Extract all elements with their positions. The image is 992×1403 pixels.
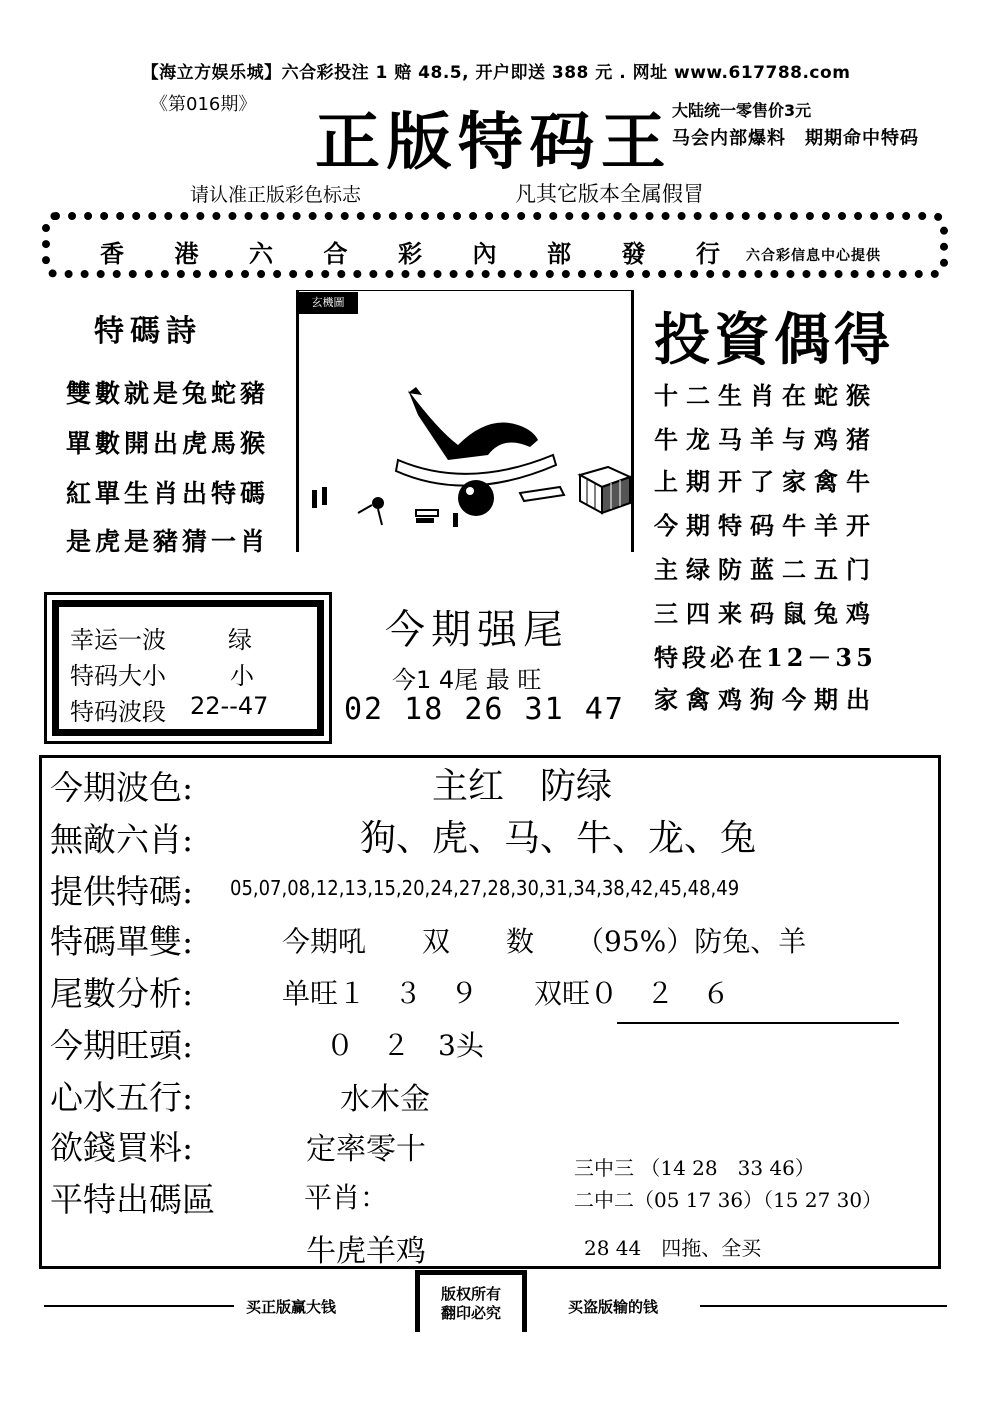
issue-number: 《第016期》 [150,94,257,115]
lucky-wave-label: 幸运一波 [70,626,166,654]
banner-char: 內 [472,239,497,268]
combo-three: 三中三 （14 28 33 46） [574,1156,815,1180]
promo-line: 【海立方娱乐城】六合彩投注 1 赔 48.5, 开户即送 388 元 . 网址 www.617788.com [141,63,851,83]
flat-zodiac-value: 牛虎羊鸡 [306,1234,426,1269]
banner-char: 合 [323,239,348,268]
tail-analysis-value: 单旺１ ３ ９ 双旺０ ２ ６ [282,977,731,1010]
invest-line: 主绿防蓝二五门 [654,555,878,584]
special-range-value: 22--47 [190,692,269,720]
toy-piece-icon [520,487,564,501]
counterfeit-notice: 凡其它版本全属假冒 [515,182,704,206]
invest-line: 今期特码牛羊开 [654,511,878,540]
special-range-label: 特码波段 [70,698,166,726]
toy-piece-icon [416,510,438,516]
odd-even-value: 今期吼 双 数 （95%）防兔、羊 [282,925,807,958]
banner-char: 六 [249,239,273,268]
banner-char: 香 [100,239,124,268]
divider [617,1022,899,1024]
five-elements-value: 水木金 [340,1082,430,1117]
wave-color-value: 主红 防绿 [432,766,613,807]
riddle-picture [298,315,632,551]
hot-head-label: 今期旺頭: [50,1026,194,1065]
rattle-icon [372,497,384,509]
invest-title: 投資偶得 [654,307,894,373]
footer-line-left [44,1305,234,1307]
banner-char: 港 [174,239,199,268]
special-numbers-value: 05,07,08,12,13,15,20,24,27,28,30,31,34,38,42,45,48,49 [230,876,740,900]
poem-line: 紅單生肖出特碼 [66,479,270,508]
hot-head-value: ０ ２ 3头 [326,1029,484,1062]
banner-char: 部 [547,239,571,268]
authentic-notice: 请认准正版彩色标志 [190,184,362,206]
banner-char: 發 [621,239,646,268]
footer-line-right [700,1305,947,1307]
strong-tail-title: 今期强尾 [385,607,569,653]
combo-two: 二中二（05 17 36）（15 27 30） [574,1188,883,1212]
banner-title [100,234,720,269]
insider-note: 马会内部爆料 期期命中特码 [672,128,919,149]
invest-line: 上期开了家禽牛 [654,467,878,496]
poem-line: 雙數就是兔蛇豬 [66,379,270,408]
combo-drag: 28 44 四拖、全买 [584,1236,762,1260]
tail-analysis-label: 尾數分析: [50,974,194,1013]
buy-info-value: 定率零十 [306,1132,426,1167]
strong-tail-sub: 今1 4尾 最 旺 [392,666,542,694]
invest-line: 牛龙马羊与鸡猪 [654,425,878,454]
riddle-picture-tag: 玄機圖 [298,292,358,314]
poem-line: 單數開出虎馬猴 [66,429,270,458]
footer-left-text: 买正版赢大钱 [246,1298,337,1316]
price-note: 大陆统一零售价3元 [672,101,812,120]
special-numbers-label: 提供特碼: [50,872,194,911]
wave-color-label: 今期波色: [50,768,194,807]
invest-line: 三四来码鼠兔鸡 [654,599,878,628]
flat-zodiac-label: 平肖： [304,1181,389,1214]
special-size-label: 特码大小 [70,662,166,690]
six-zodiac-label: 無敵六肖: [50,820,194,859]
invest-line: 十二生肖在蛇猴 [654,381,878,410]
odd-even-label: 特碼單雙: [50,922,194,961]
poem-line: 是虎是豬猜一肖 [66,527,270,556]
copyright-line: 版权所有 [440,1285,501,1303]
strong-tail-numbers: 02 18 26 31 47 [344,692,625,727]
footer-right-text: 买盗版输的钱 [568,1298,659,1316]
invest-line: 家禽鸡狗今期出 [654,685,878,714]
banner-char: 彩 [398,239,422,268]
banner-char: 行 [696,239,720,268]
special-size-value: 小 [230,662,254,690]
copyright-line: 翻印必究 [440,1304,501,1322]
five-elements-label: 心水五行: [50,1078,194,1117]
toy-piece-icon [312,490,317,508]
flat-special-label: 平特出碼區 [50,1180,215,1219]
rocking-horse-icon [396,387,556,486]
six-zodiac-value: 狗、虎、马、牛、龙、兔 [360,818,757,859]
invest-line: 特段必在12－35 [654,643,877,672]
lucky-wave-value: 绿 [228,626,252,654]
ball-icon [458,480,494,516]
buy-info-label: 欲錢買料: [50,1128,194,1167]
page-title: 正版特码王 [315,105,673,178]
poem-title: 特碼詩 [94,314,202,349]
copyright-box [415,1270,527,1332]
banner-source: 六合彩信息中心提供 [746,248,881,264]
rubik-cube-icon [580,467,630,513]
